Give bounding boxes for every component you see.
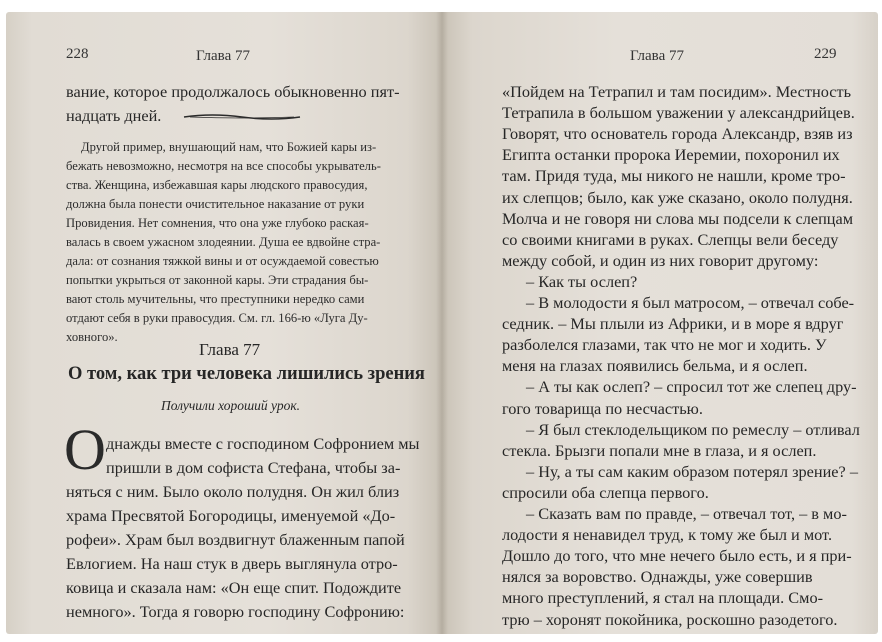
left-running-head: Глава 77 — [196, 48, 250, 64]
body-line: со своими книгами в руках. Слепцы вели беседу — [502, 229, 839, 249]
body-line: Говорят, что основатель города Александр, взяв из — [502, 124, 853, 144]
body-line: трю – хоронят покойника, роскошно разодетого. — [502, 609, 838, 629]
body-line: Молча и не говоря ни слова мы подсели к слепцам — [502, 208, 854, 228]
right-page — [442, 12, 878, 634]
body-line: гого товарища по несчастью. — [502, 398, 703, 418]
note-line: бежать невозможно, несмотря на все способы укрыватель- — [66, 159, 381, 173]
epigraph: Получили хороший урок. — [161, 398, 301, 413]
chapter-number: Глава 77 — [199, 340, 261, 359]
body-line: «Пойдем на Тетрапил и там посидим». Местность — [502, 82, 852, 101]
right-page-number: 229 — [814, 46, 837, 62]
body-line: Египта останки пророка Иеремии, похоронил их — [502, 145, 840, 165]
body-line: много преступлений, я стал на площади. Смо- — [502, 588, 824, 608]
body-line: рофеи». Храм был воздвигнут блаженным папой — [66, 530, 405, 549]
body-line: вание, которое продолжалось обыкновенно пят- — [66, 82, 400, 101]
chapter-title: О том, как три человека лишились зрения — [68, 364, 425, 384]
left-page-number: 228 — [66, 46, 89, 62]
note-line: вают столь мучительны, что преступники нередко сами — [66, 292, 365, 306]
body-line: – Ну, а ты сам каким образом потерял зрение? – — [526, 461, 858, 481]
body-line: между собой, и один из них говорит другому: — [502, 250, 819, 270]
body-line: – Сказать вам по правде, – отвечал тот, – в мо- — [526, 504, 847, 523]
body-line: Дошло до того, что мне нечего было есть, и я при- — [502, 546, 852, 566]
body-line: надцать дней. — [66, 106, 162, 125]
body-line: там. Придя туда, мы никого не нашли, кроме тро- — [502, 166, 846, 186]
body-line: лодости я ненавидел труд, к тому же был и мот. — [502, 525, 833, 545]
divider-ornament — [182, 113, 302, 121]
body-line: седник. – Мы плыли из Африки, и в море я вдруг — [502, 314, 844, 334]
body-line: стекла. Брызги попали мне в глаза, и я ослеп. — [502, 440, 817, 460]
body-line: няться с ним. Было около полудня. Он жил близ — [66, 482, 400, 501]
book-spine — [436, 12, 448, 634]
body-line: – В молодости я был матросом, – отвечал собе- — [526, 293, 855, 312]
body-line: нялся за воровство. Однажды, уже совершив — [502, 567, 813, 587]
left-page — [6, 12, 442, 634]
note-line: попытки укрыться от законной кары. Эти страдания бы- — [66, 273, 369, 287]
body-line: Евлогием. На наш стук в дверь выглянула отро- — [66, 554, 398, 573]
note-line: отдают себя в руки правосудия. См. гл. 166-ю «Луга Ду- — [66, 311, 368, 325]
body-line: немного». Тогда я говорю господину Софронию: — [66, 602, 405, 621]
body-line: разболелся глазами, так что не мог и ходить. У — [502, 335, 827, 355]
drop-cap: О — [64, 417, 106, 482]
right-running-head: Глава 77 — [630, 48, 684, 64]
note-line: Провидения. Нет сомнения, что она уже глубоко раская- — [66, 216, 369, 230]
body-line: – А ты как ослеп? – спросил тот же слепец дру- — [526, 377, 857, 397]
note-line: дала: от сознания тяжкой вины и от осуждаемой совестью — [66, 254, 379, 268]
body-line: пришли в дом софиста Стефана, чтобы за- — [106, 458, 401, 477]
note-line: ховного». — [66, 330, 118, 344]
body-line: днажды вместе с господином Софронием мы — [106, 434, 420, 453]
open-book — [6, 12, 878, 634]
note-line: Другой пример, внушающий нам, что Божией кары из- — [81, 140, 377, 154]
note-line: ства. Женщина, избежавшая кары людского правосудия, — [66, 178, 368, 192]
body-line: их слепцов; было, как уже сказано, около полудня. — [502, 187, 853, 207]
body-line: спросили оба слепца первого. — [502, 482, 709, 502]
body-line: – Как ты ослеп? — [526, 271, 638, 291]
note-line: должна была понести очистительное наказание от руки — [66, 197, 365, 211]
body-line: Тетрапила в большом уважении у александрийцев. — [502, 103, 855, 123]
body-line: – Я был стеклодельщиком по ремеслу – отливал — [526, 419, 860, 439]
note-line: валась в своем ужасном злодеянии. Душа ее вдвойне стра- — [66, 235, 381, 249]
body-line: храма Пресвятой Богородицы, именуемой «До- — [66, 506, 396, 525]
body-line: ковица и сказала нам: «Он еще спит. Подождите — [66, 578, 402, 597]
body-line: меня на глазах появились бельма, и я ослеп. — [502, 356, 808, 376]
